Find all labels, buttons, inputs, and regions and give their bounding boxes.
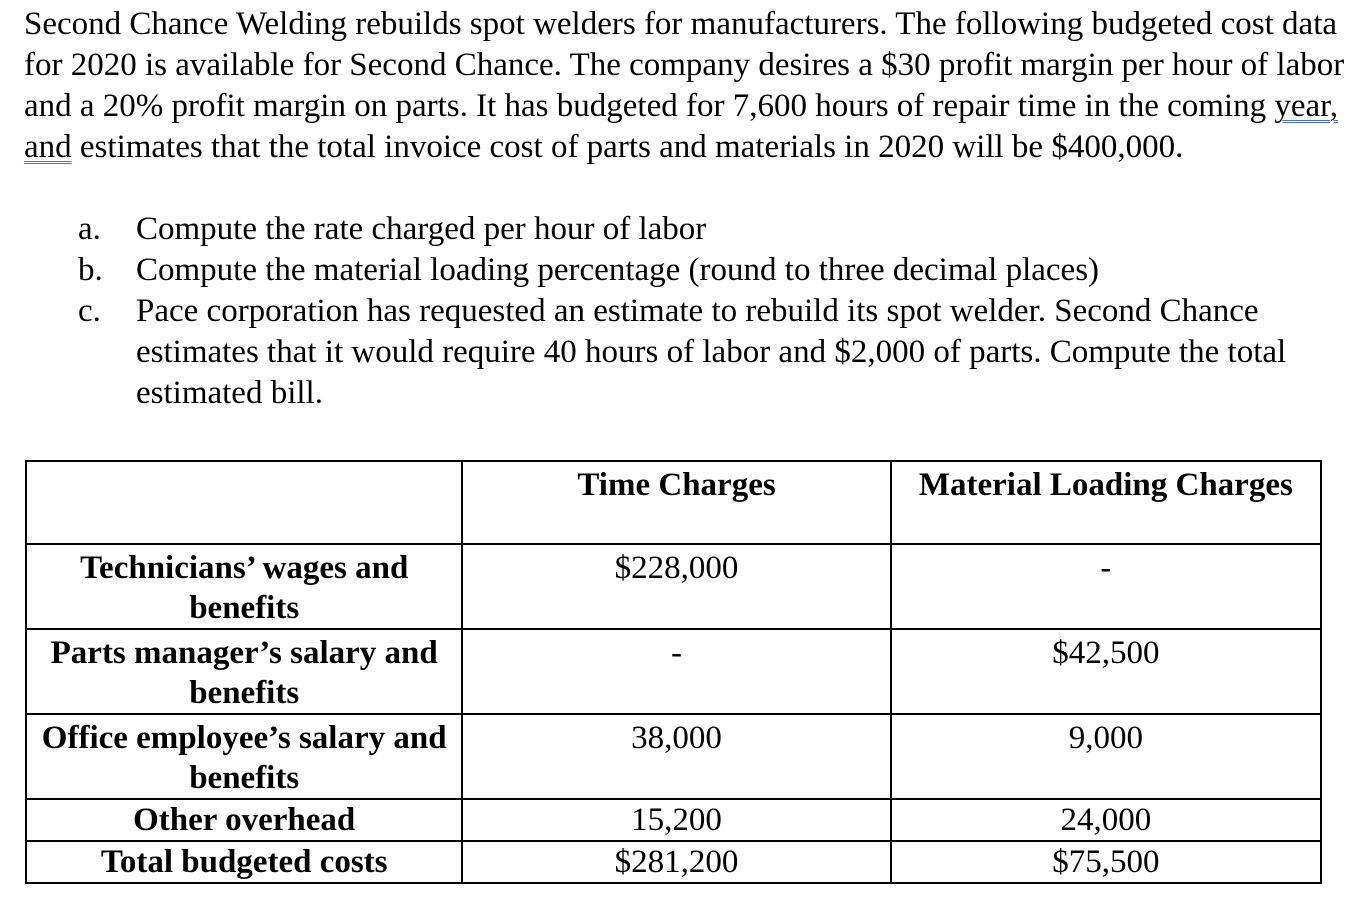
task-item-c bbox=[70, 291, 1310, 414]
table-header-time-charges: Time Charges bbox=[462, 461, 890, 544]
problem-statement bbox=[24, 4, 1354, 168]
row-label: Technicians’ wages and benefits bbox=[26, 544, 462, 629]
task-text: Compute the material loading percentage (round to three decimal places) bbox=[136, 252, 1100, 288]
time-charge-value: $228,000 bbox=[462, 544, 890, 629]
task-list bbox=[70, 209, 1310, 414]
material-charge-value: 24,000 bbox=[891, 799, 1321, 841]
time-charge-value: 15,200 bbox=[462, 799, 890, 841]
table-row bbox=[26, 799, 1321, 841]
material-charge-value: $75,500 bbox=[891, 841, 1321, 883]
time-charge-value: - bbox=[462, 629, 890, 714]
grammar-squiggle-text: year, and bbox=[24, 88, 1339, 165]
material-charge-value: 9,000 bbox=[891, 714, 1321, 799]
table-header-material-loading: Material Loading Charges bbox=[891, 461, 1321, 544]
table-total-row bbox=[26, 841, 1321, 883]
row-label: Office employee’s salary and benefits bbox=[26, 714, 462, 799]
task-marker: c. bbox=[78, 293, 101, 329]
table-row bbox=[26, 714, 1321, 799]
material-charge-value: $42,500 bbox=[891, 629, 1321, 714]
table-header-blank bbox=[26, 461, 462, 544]
row-label: Other overhead bbox=[26, 799, 462, 841]
table-header-row bbox=[26, 461, 1321, 544]
task-marker: a. bbox=[78, 211, 101, 247]
table-row bbox=[26, 629, 1321, 714]
problem-text-end: estimates that the total invoice cost of parts and materials in 2020 will be $400,000. bbox=[71, 129, 1184, 165]
task-text: Compute the rate charged per hour of labor bbox=[136, 211, 707, 247]
task-item-a bbox=[70, 209, 1310, 250]
time-charge-value: $281,200 bbox=[462, 841, 890, 883]
table-row bbox=[26, 544, 1321, 629]
row-label: Total budgeted costs bbox=[26, 841, 462, 883]
budgeted-costs-table bbox=[25, 460, 1322, 884]
task-item-b bbox=[70, 250, 1310, 291]
task-marker: b. bbox=[78, 252, 103, 288]
task-text: Pace corporation has requested an estimate to rebuild its spot welder. Second Chance estimates that it would require 40 hours of labor and $2,000 of parts. Compute the total estimated bill. bbox=[136, 293, 1287, 411]
problem-text-start: Second Chance Welding rebuilds spot welders for manufacturers. The following budgeted cost data for 2020 is available for Second Chance. The company desires a $30 profit margin per hour of labor and a 20% profit margin on parts. It has budgeted for 7,600 hours of repair time in the coming bbox=[24, 6, 1345, 124]
time-charge-value: 38,000 bbox=[462, 714, 890, 799]
row-label: Parts manager’s salary and benefits bbox=[26, 629, 462, 714]
material-charge-value: - bbox=[891, 544, 1321, 629]
